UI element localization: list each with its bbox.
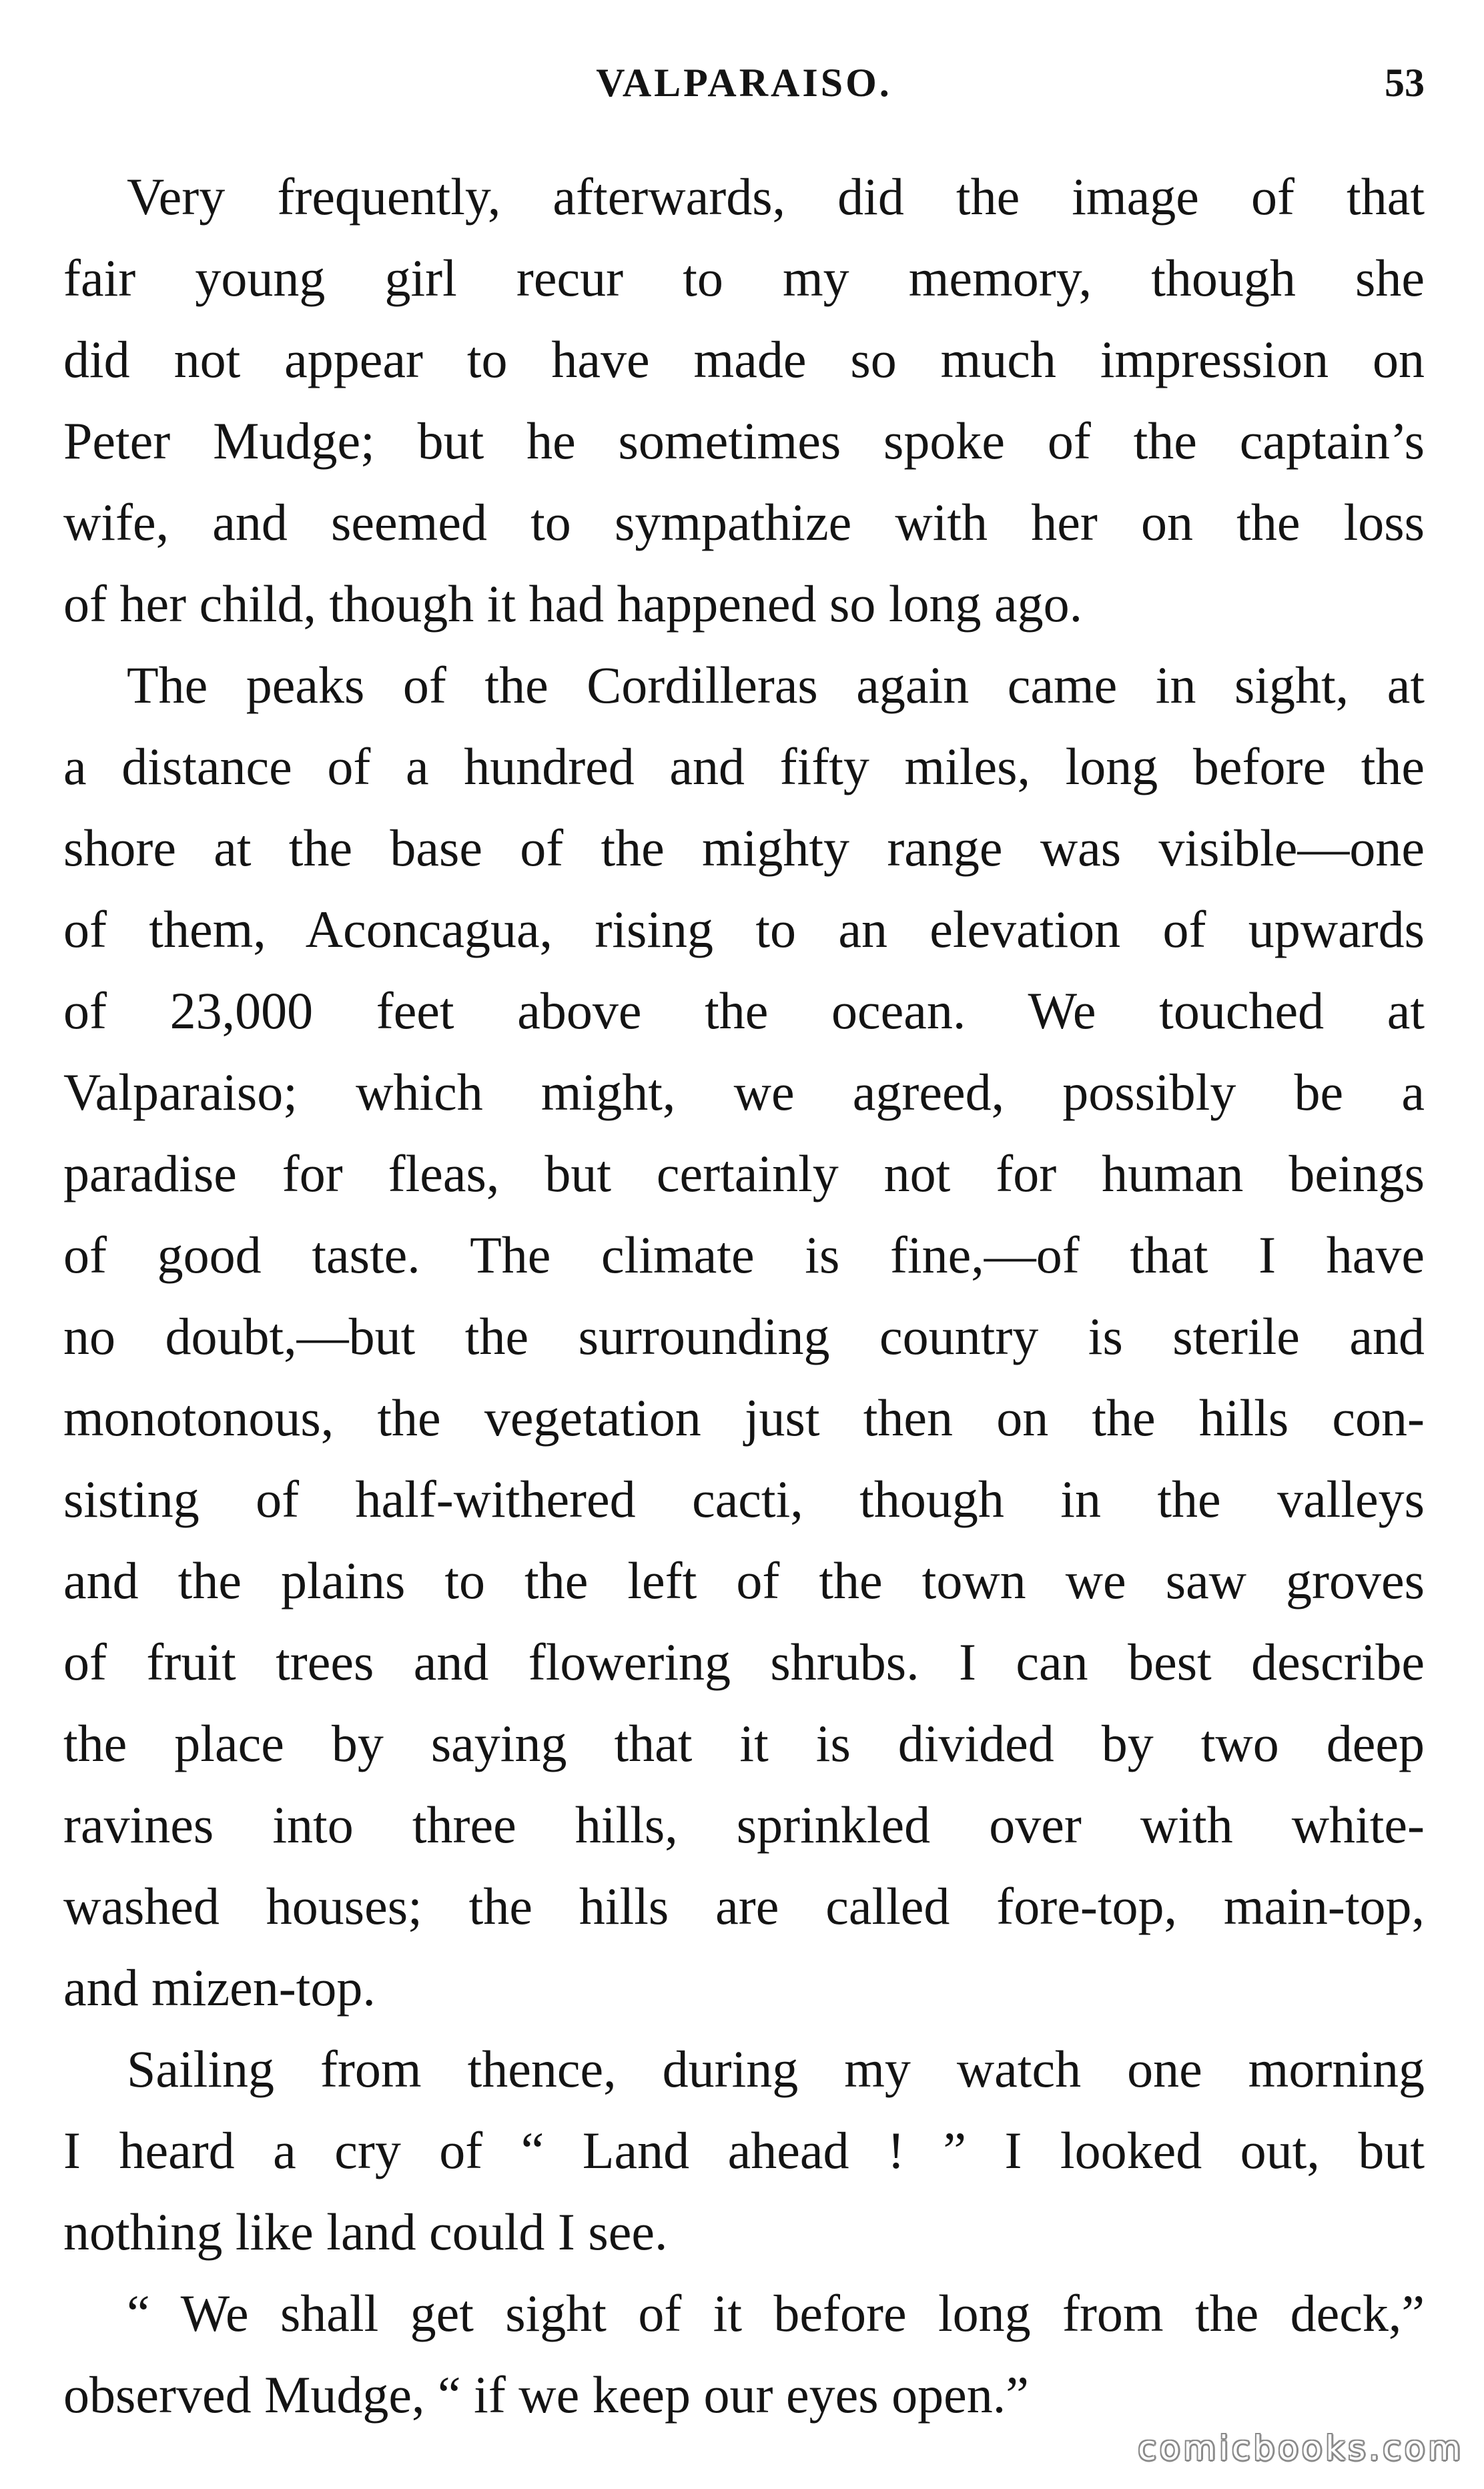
text-line: the place by saying that it is divided by two deep: [63, 1714, 1425, 1772]
text-line: of her child, though it had happened so long ago.: [63, 575, 1083, 633]
text-line: fair young girl recur to my memory, though she: [63, 249, 1425, 307]
page-number: 53: [1385, 61, 1425, 105]
text-line: of 23,000 feet above the ocean. We touched at: [63, 982, 1425, 1040]
text-line: no doubt,—but the surrounding country is sterile and: [63, 1307, 1425, 1365]
text-line: paradise for fleas, but certainly not for human beings: [63, 1144, 1425, 1202]
text-line: shore at the base of the mighty range was visible—one: [63, 819, 1425, 877]
text-line: a distance of a hundred and fifty miles, long before the: [63, 737, 1425, 795]
text-line: Very frequently, afterwards, did the image of that: [127, 167, 1425, 226]
text-line: ravines into three hills, sprinkled over with white-: [63, 1796, 1425, 1854]
text-line: of them, Aconcagua, rising to an elevation of upwards: [63, 900, 1425, 958]
running-title: VALPARAISO.: [596, 61, 892, 105]
text-line: The peaks of the Cordilleras again came in sight, at: [127, 656, 1425, 714]
text-line: of good taste. The climate is fine,—of that I have: [63, 1226, 1425, 1284]
text-line: and the plains to the left of the town we saw groves: [63, 1551, 1425, 1610]
text-line: monotonous, the vegetation just then on the hills con-: [63, 1389, 1425, 1447]
text-line: I heard a cry of “ Land ahead ! ” I looked out, but: [63, 2121, 1425, 2179]
text-line: wife, and seemed to sympathize with her on the loss: [63, 493, 1425, 551]
text-line: Sailing from thence, during my watch one morning: [127, 2040, 1425, 2098]
watermark: comicbooks.com: [1138, 2429, 1464, 2468]
text-line: nothing like land could I see.: [63, 2203, 668, 2261]
text-line: Peter Mudge; but he sometimes spoke of the captain’s: [63, 412, 1425, 470]
text-line: observed Mudge, “ if we keep our eyes open.”: [63, 2366, 1029, 2424]
text-line: and mizen-top.: [63, 1959, 376, 2017]
text-line: did not appear to have made so much impression on: [63, 330, 1425, 388]
text-line: washed houses; the hills are called fore-top, main-top,: [63, 1877, 1425, 1935]
body-text: [63, 156, 1425, 2436]
text-line: sisting of half-withered cacti, though in the valleys: [63, 1470, 1425, 1528]
text-line: “ We shall get sight of it before long from the deck,”: [127, 2284, 1425, 2342]
text-line: Valparaiso; which might, we agreed, possibly be a: [63, 1063, 1425, 1121]
running-head: [63, 60, 1425, 120]
text-line: of fruit trees and flowering shrubs. I can best describe: [63, 1633, 1425, 1691]
